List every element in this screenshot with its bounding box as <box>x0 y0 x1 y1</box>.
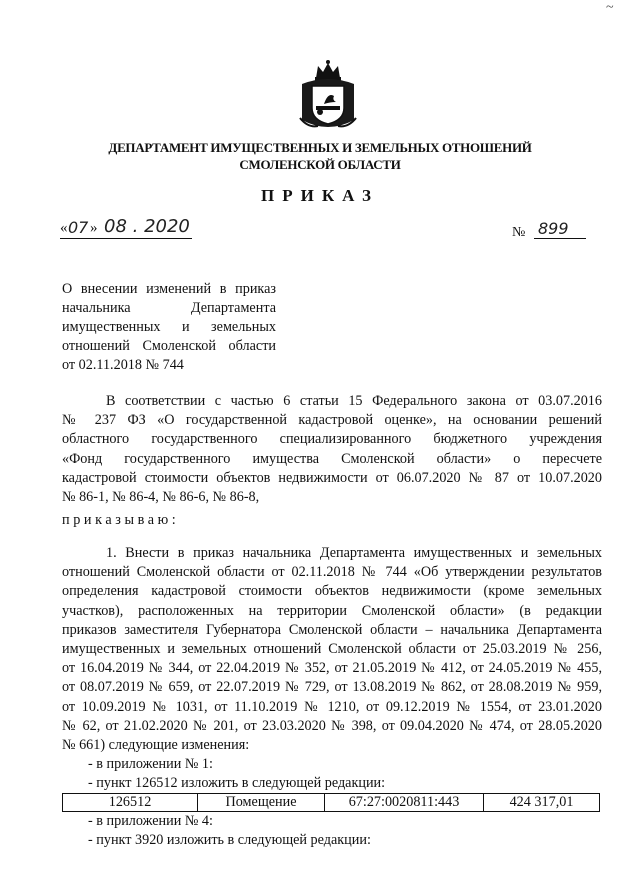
order-word: приказываю: <box>62 512 180 528</box>
item-line: № 661) следующие изменения: <box>62 737 250 754</box>
item-1 <box>62 544 602 755</box>
subject-line: от 02.11.2018 № 744 <box>62 357 184 373</box>
preamble <box>62 392 602 507</box>
table-cell-number: 126512 <box>63 794 198 812</box>
subject-line: О внесении изменений в приказ <box>62 281 276 297</box>
number-label: № <box>512 225 526 240</box>
item-line: от 10.09.2019 № 1031, от 11.10.2019 № 1210, от 09.12.2019 № 1554, от 23.01.2020 <box>62 698 602 715</box>
registry-table <box>62 793 600 812</box>
date-month-year: 08 . 2020 <box>104 216 190 237</box>
item-line: приказов заместителя Губернатора Смоленской области – начальника Департамента <box>62 621 602 638</box>
point-126512-line: - пункт 126512 изложить в следующей редакции: <box>88 775 386 791</box>
item-line: имущественных и земельных отношений Смоленской области от 25.03.2019 № 256, <box>62 641 602 658</box>
preamble-line: областного государственного специализированного бюджетного учреждения <box>62 431 602 448</box>
subject-line: начальника Департамента <box>62 300 276 316</box>
preamble-line: «Фонд государственного имущества Смоленской области» о пересчете <box>62 450 602 467</box>
date-quote-close: » <box>90 220 98 236</box>
table-cell-value: 424 317,01 <box>484 794 600 812</box>
order-date <box>60 218 192 240</box>
preamble-line: № 86-1, № 86-4, № 86-6, № 86-8, <box>62 489 260 506</box>
date-quote-open: « <box>60 220 68 236</box>
order-subject <box>62 280 276 375</box>
date-day: 07 <box>68 218 89 237</box>
item-line: отношений Смоленской области от 02.11.2018 № 744 «Об утверждении результатов <box>62 564 602 581</box>
appendix-4-line: - в приложении № 4: <box>88 813 213 829</box>
subject-line: отношений Смоленской области <box>62 338 276 354</box>
item-line: 1. Внести в приказ начальника Департамента имущественных и земельных <box>106 545 602 561</box>
corner-mark: ~ <box>606 0 614 15</box>
preamble-line: кадастровой стоимости объектов недвижимости от 06.07.2020 № 87 от 10.07.2020 <box>62 469 602 486</box>
point-3920-line: - пункт 3920 изложить в следующей редакции: <box>88 832 371 848</box>
preamble-line: № 237 ФЗ «О государственной кадастровой оценке», на основании решений <box>62 412 602 429</box>
item-line: участков), расположенных на территории Смоленской области» (в редакции <box>62 602 602 619</box>
document-title: ПРИКАЗ <box>261 186 379 205</box>
table-cell-cadastral-number: 67:27:0020811:443 <box>325 794 484 812</box>
appendix-1-line: - в приложении № 1: <box>88 756 213 772</box>
department-name-line1: ДЕПАРТАМЕНТ ИМУЩЕСТВЕННЫХ И ЗЕМЕЛЬНЫХ ОТНОШЕНИЙ <box>108 140 532 155</box>
item-line: от 08.07.2019 № 659, от 22.07.2019 № 729, от 13.08.2019 № 862, от 28.08.2019 № 959, <box>62 679 602 696</box>
subject-line: имущественных и земельных <box>62 319 276 335</box>
item-line: определения кадастровой стоимости объектов недвижимости (кроме земельных <box>62 583 602 600</box>
item-line: № 62, от 21.02.2020 № 201, от 23.03.2020 № 398, от 09.04.2020 № 474, от 28.05.2020 <box>62 717 602 734</box>
preamble-line: В соответствии с частью 6 статьи 15 Федерального закона от 03.07.2016 <box>106 393 602 409</box>
item-line: от 16.04.2019 № 344, от 22.04.2019 № 352, от 21.05.2019 № 412, от 24.05.2019 № 455, <box>62 660 602 677</box>
order-number <box>512 220 586 240</box>
number-value: 899 <box>538 219 569 238</box>
coat-of-arms-emblem <box>296 58 360 132</box>
department-name-line2: СМОЛЕНСКОЙ ОБЛАСТИ <box>239 157 401 172</box>
table-row <box>63 794 600 812</box>
table-cell-type: Помещение <box>198 794 325 812</box>
